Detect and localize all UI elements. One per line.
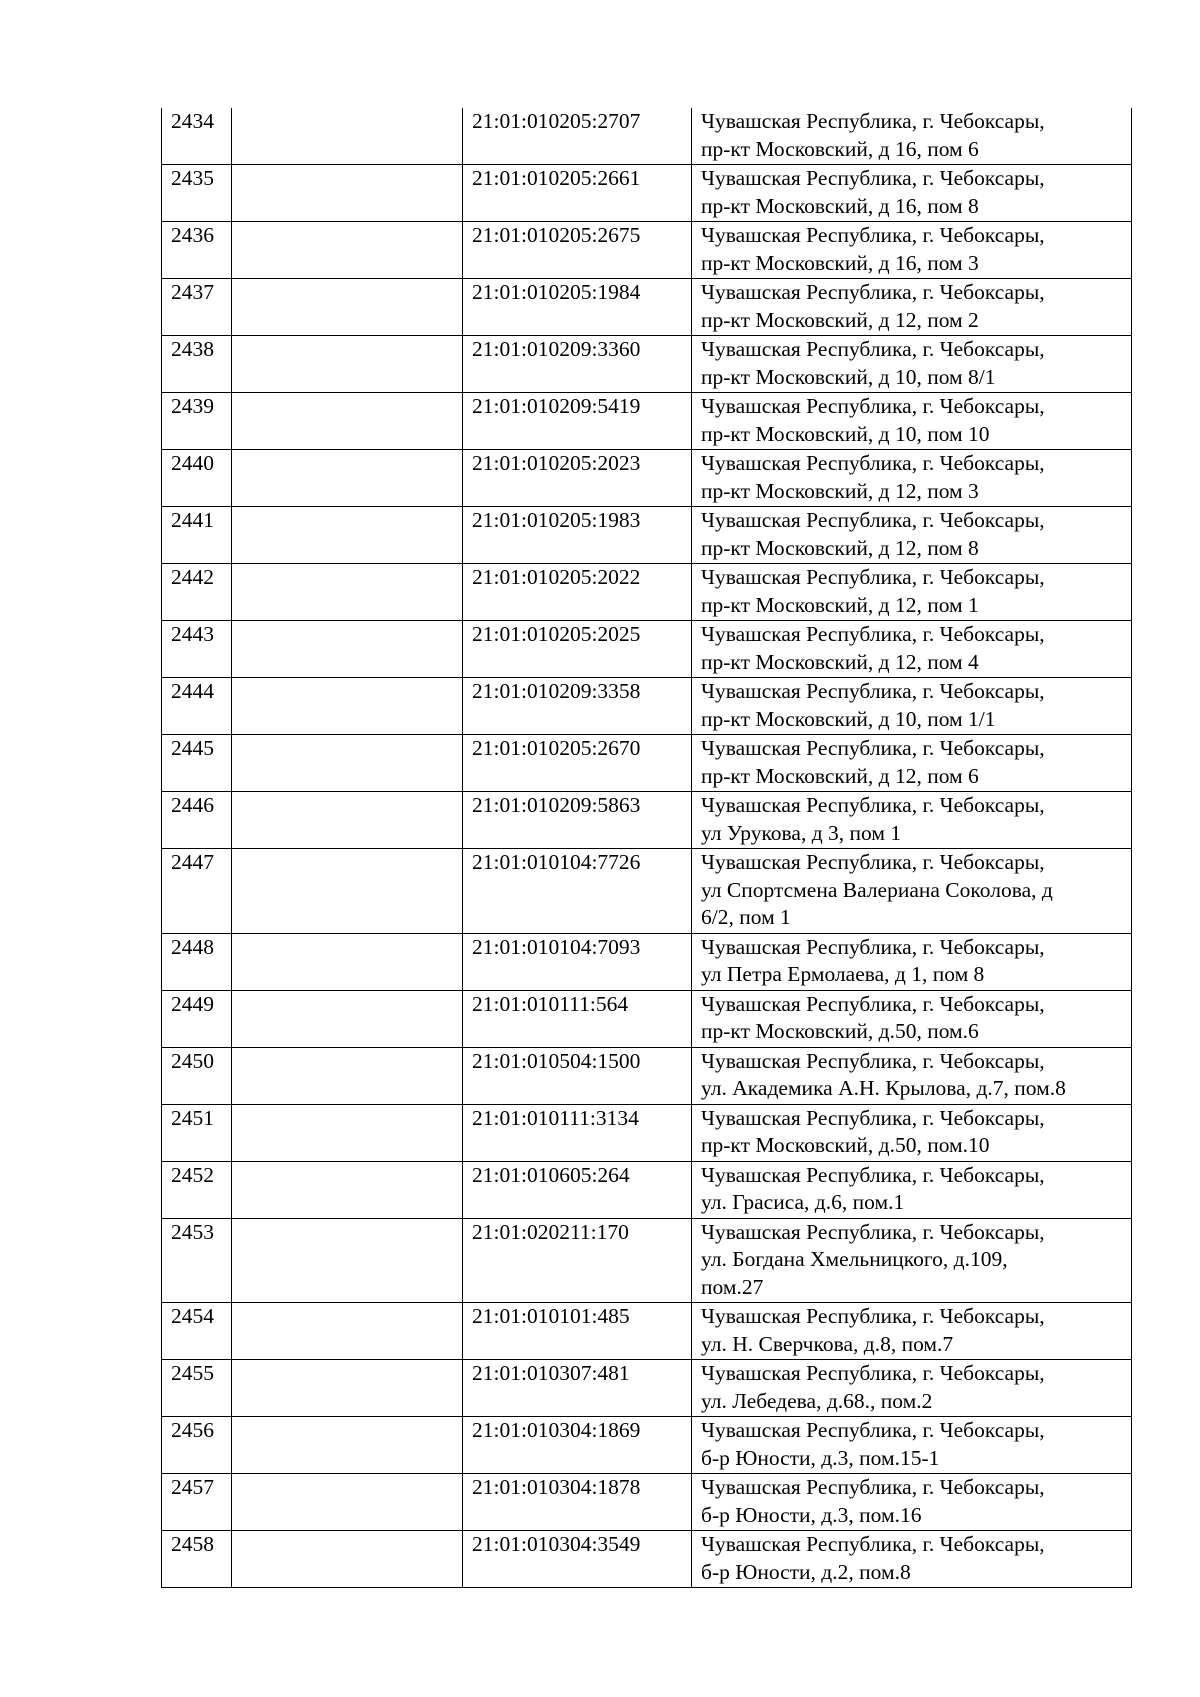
table-row [162, 1417, 1132, 1474]
table-row [162, 450, 1132, 507]
address-line: Чувашская Республика, г. Чебоксары, [701, 508, 1045, 532]
table-row [162, 678, 1132, 735]
cadastral-number-cell: 21:01:010209:5419 [463, 393, 692, 450]
table-row [162, 507, 1132, 564]
address-line: ул Урукова, д 3, пом 1 [701, 820, 902, 845]
address-line: пр-кт Московский, д 12, пом 4 [701, 649, 979, 674]
row-number-cell: 2453 [162, 1218, 232, 1303]
address-line: пр-кт Московский, д 10, пом 8/1 [701, 364, 996, 389]
address-cell [692, 222, 1132, 279]
address-line: пр-кт Московский, д 12, пом 3 [701, 478, 979, 503]
property-table [161, 108, 1132, 1588]
empty-cell [232, 678, 463, 735]
address-line: Чувашская Республика, г. Чебоксары, [701, 1105, 1045, 1130]
cadastral-number-cell: 21:01:010307:481 [463, 1360, 692, 1417]
row-number-cell: 2439 [162, 393, 232, 450]
address-cell [692, 1531, 1132, 1588]
address-line: пр-кт Московский, д 12, пом 2 [701, 307, 979, 332]
address-cell [692, 792, 1132, 849]
cadastral-number-cell: 21:01:010209:5863 [463, 792, 692, 849]
address-line: пр-кт Московский, д 12, пом 1 [701, 592, 979, 617]
table-row [162, 735, 1132, 792]
empty-cell [232, 792, 463, 849]
address-cell [692, 450, 1132, 507]
address-line: Чувашская Республика, г. Чебоксары, [701, 679, 1045, 703]
row-number-cell: 2445 [162, 735, 232, 792]
address-line: ул Спортсмена Валериана Соколова, д [701, 877, 1053, 902]
row-number-cell: 2435 [162, 165, 232, 222]
table-row [162, 279, 1132, 336]
address-cell [692, 165, 1132, 222]
empty-cell [232, 393, 463, 450]
row-number-cell: 2451 [162, 1104, 232, 1161]
address-cell [692, 393, 1132, 450]
table-row [162, 393, 1132, 450]
cadastral-number-cell: 21:01:010205:2661 [463, 165, 692, 222]
cadastral-number-cell: 21:01:010205:2025 [463, 621, 692, 678]
address-line: ул. Н. Сверчкова, д.8, пом.7 [701, 1331, 954, 1356]
address-line: б-р Юности, д.2, пом.8 [701, 1559, 911, 1584]
address-line: ул. Богдана Хмельницкого, д.109, [701, 1247, 1008, 1271]
row-number-cell: 2442 [162, 564, 232, 621]
address-line: пом.27 [701, 1274, 764, 1299]
empty-cell [232, 735, 463, 792]
cadastral-number-cell: 21:01:010504:1500 [463, 1047, 692, 1104]
table-row [162, 792, 1132, 849]
address-line: Чувашская Республика, г. Чебоксары, [701, 934, 1045, 959]
address-line: пр-кт Московский, д 10, пом 10 [701, 421, 990, 446]
table-row [162, 1531, 1132, 1588]
address-line: Чувашская Республика, г. Чебоксары, [701, 1532, 1045, 1556]
empty-cell [232, 279, 463, 336]
table-row [162, 1104, 1132, 1161]
address-line: пр-кт Московский, д.50, пом.10 [701, 1133, 990, 1157]
empty-cell [232, 990, 463, 1047]
table-row [162, 933, 1132, 990]
cadastral-number-cell: 21:01:010205:1983 [463, 507, 692, 564]
address-line: пр-кт Московский, д 16, пом 8 [701, 193, 979, 218]
address-line: Чувашская Республика, г. Чебоксары, [701, 1418, 1045, 1442]
row-number-cell: 2457 [162, 1474, 232, 1531]
empty-cell [232, 1161, 463, 1218]
address-line: Чувашская Республика, г. Чебоксары, [701, 166, 1045, 190]
address-line: б-р Юности, д.3, пом.16 [701, 1502, 922, 1527]
address-cell [692, 1104, 1132, 1161]
cadastral-number-cell: 21:01:010101:485 [463, 1303, 692, 1360]
address-line: ул. Академика А.Н. Крылова, д.7, пом.8 [701, 1076, 1066, 1100]
cadastral-number-cell: 21:01:010205:2022 [463, 564, 692, 621]
empty-cell [232, 1218, 463, 1303]
empty-cell [232, 1417, 463, 1474]
empty-cell [232, 336, 463, 393]
address-line: Чувашская Республика, г. Чебоксары, [701, 991, 1045, 1016]
row-number-cell: 2434 [162, 108, 232, 165]
address-cell [692, 1218, 1132, 1303]
address-cell [692, 621, 1132, 678]
cadastral-number-cell: 21:01:010205:1984 [463, 279, 692, 336]
address-cell [692, 279, 1132, 336]
table-row [162, 1047, 1132, 1104]
cadastral-number-cell: 21:01:010111:564 [463, 990, 692, 1047]
table-row [162, 1474, 1132, 1531]
address-line: пр-кт Московский, д.50, пом.6 [701, 1019, 979, 1043]
empty-cell [232, 222, 463, 279]
address-cell [692, 735, 1132, 792]
address-line: Чувашская Республика, г. Чебоксары, [701, 793, 1045, 817]
row-number-cell: 2440 [162, 450, 232, 507]
empty-cell [232, 108, 463, 165]
empty-cell [232, 849, 463, 934]
address-line: Чувашская Республика, г. Чебоксары, [701, 394, 1045, 418]
table-row [162, 222, 1132, 279]
table-row [162, 1360, 1132, 1417]
address-line: Чувашская Республика, г. Чебоксары, [701, 565, 1045, 589]
empty-cell [232, 1303, 463, 1360]
cadastral-number-cell: 21:01:010111:3134 [463, 1104, 692, 1161]
row-number-cell: 2436 [162, 222, 232, 279]
address-line: пр-кт Московский, д 12, пом 8 [701, 535, 979, 560]
address-cell [692, 1047, 1132, 1104]
address-line: пр-кт Московский, д 10, пом 1/1 [701, 706, 996, 731]
empty-cell [232, 1474, 463, 1531]
address-line: Чувашская Республика, г. Чебоксары, [701, 1361, 1045, 1385]
empty-cell [232, 507, 463, 564]
address-cell [692, 1474, 1132, 1531]
address-cell [692, 849, 1132, 934]
table-row [162, 165, 1132, 222]
address-line: Чувашская Республика, г. Чебоксары, [701, 622, 1045, 646]
address-line: Чувашская Республика, г. Чебоксары, [701, 280, 1045, 304]
cadastral-number-cell: 21:01:010304:3549 [463, 1531, 692, 1588]
address-line: Чувашская Республика, г. Чебоксары, [701, 1048, 1045, 1073]
row-number-cell: 2449 [162, 990, 232, 1047]
address-cell [692, 1303, 1132, 1360]
empty-cell [232, 564, 463, 621]
address-line: ул. Лебедева, д.68., пом.2 [701, 1388, 933, 1413]
address-line: Чувашская Республика, г. Чебоксары, [701, 223, 1045, 247]
address-line: Чувашская Республика, г. Чебоксары, [701, 1304, 1045, 1328]
table-row [162, 1303, 1132, 1360]
address-line: Чувашская Республика, г. Чебоксары, [701, 1475, 1045, 1499]
cadastral-number-cell: 21:01:010104:7093 [463, 933, 692, 990]
address-line: пр-кт Московский, д 12, пом 6 [701, 763, 979, 788]
address-cell [692, 336, 1132, 393]
address-cell [692, 678, 1132, 735]
address-line: Чувашская Республика, г. Чебоксары, [701, 451, 1045, 475]
empty-cell [232, 450, 463, 507]
row-number-cell: 2455 [162, 1360, 232, 1417]
address-line: ул. Грасиса, д.6, пом.1 [701, 1190, 905, 1214]
row-number-cell: 2438 [162, 336, 232, 393]
cadastral-number-cell: 21:01:010209:3360 [463, 336, 692, 393]
empty-cell [232, 1531, 463, 1588]
row-number-cell: 2443 [162, 621, 232, 678]
row-number-cell: 2454 [162, 1303, 232, 1360]
address-cell [692, 1161, 1132, 1218]
table-row [162, 336, 1132, 393]
row-number-cell: 2446 [162, 792, 232, 849]
address-cell [692, 990, 1132, 1047]
row-number-cell: 2452 [162, 1161, 232, 1218]
cadastral-number-cell: 21:01:010209:3358 [463, 678, 692, 735]
address-line: ул Петра Ермолаева, д 1, пом 8 [701, 962, 985, 986]
empty-cell [232, 1360, 463, 1417]
row-number-cell: 2447 [162, 849, 232, 934]
address-line: Чувашская Республика, г. Чебоксары, [701, 1219, 1045, 1244]
row-number-cell: 2444 [162, 678, 232, 735]
address-cell [692, 933, 1132, 990]
empty-cell [232, 165, 463, 222]
address-line: Чувашская Республика, г. Чебоксары, [701, 736, 1045, 760]
row-number-cell: 2448 [162, 933, 232, 990]
table-row [162, 108, 1132, 165]
address-cell [692, 108, 1132, 165]
table-row [162, 1218, 1132, 1303]
table-row [162, 564, 1132, 621]
empty-cell [232, 1104, 463, 1161]
address-line: б-р Юности, д.3, пом.15-1 [701, 1445, 940, 1470]
cadastral-number-cell: 21:01:010304:1869 [463, 1417, 692, 1474]
empty-cell [232, 933, 463, 990]
cadastral-number-cell: 21:01:020211:170 [463, 1218, 692, 1303]
cadastral-number-cell: 21:01:010205:2670 [463, 735, 692, 792]
table-row [162, 849, 1132, 934]
address-cell [692, 1417, 1132, 1474]
cadastral-number-cell: 21:01:010205:2023 [463, 450, 692, 507]
cadastral-number-cell: 21:01:010205:2675 [463, 222, 692, 279]
cadastral-number-cell: 21:01:010205:2707 [463, 108, 692, 165]
address-line: пр-кт Московский, д 16, пом 6 [701, 136, 979, 161]
row-number-cell: 2456 [162, 1417, 232, 1474]
table-row [162, 621, 1132, 678]
cadastral-number-cell: 21:01:010104:7726 [463, 849, 692, 934]
row-number-cell: 2437 [162, 279, 232, 336]
address-cell [692, 1360, 1132, 1417]
address-line: Чувашская Республика, г. Чебоксары, [701, 850, 1045, 874]
address-line: 6/2, пом 1 [701, 905, 791, 929]
property-table-body [162, 108, 1132, 1588]
cadastral-number-cell: 21:01:010605:264 [463, 1161, 692, 1218]
table-row [162, 990, 1132, 1047]
address-cell [692, 564, 1132, 621]
cadastral-number-cell: 21:01:010304:1878 [463, 1474, 692, 1531]
empty-cell [232, 1047, 463, 1104]
address-cell [692, 507, 1132, 564]
address-line: Чувашская Республика, г. Чебоксары, [701, 109, 1045, 133]
row-number-cell: 2450 [162, 1047, 232, 1104]
table-row [162, 1161, 1132, 1218]
address-line: Чувашская Республика, г. Чебоксары, [701, 337, 1045, 361]
address-line: Чувашская Республика, г. Чебоксары, [701, 1162, 1045, 1187]
empty-cell [232, 621, 463, 678]
row-number-cell: 2441 [162, 507, 232, 564]
row-number-cell: 2458 [162, 1531, 232, 1588]
address-line: пр-кт Московский, д 16, пом 3 [701, 250, 979, 275]
